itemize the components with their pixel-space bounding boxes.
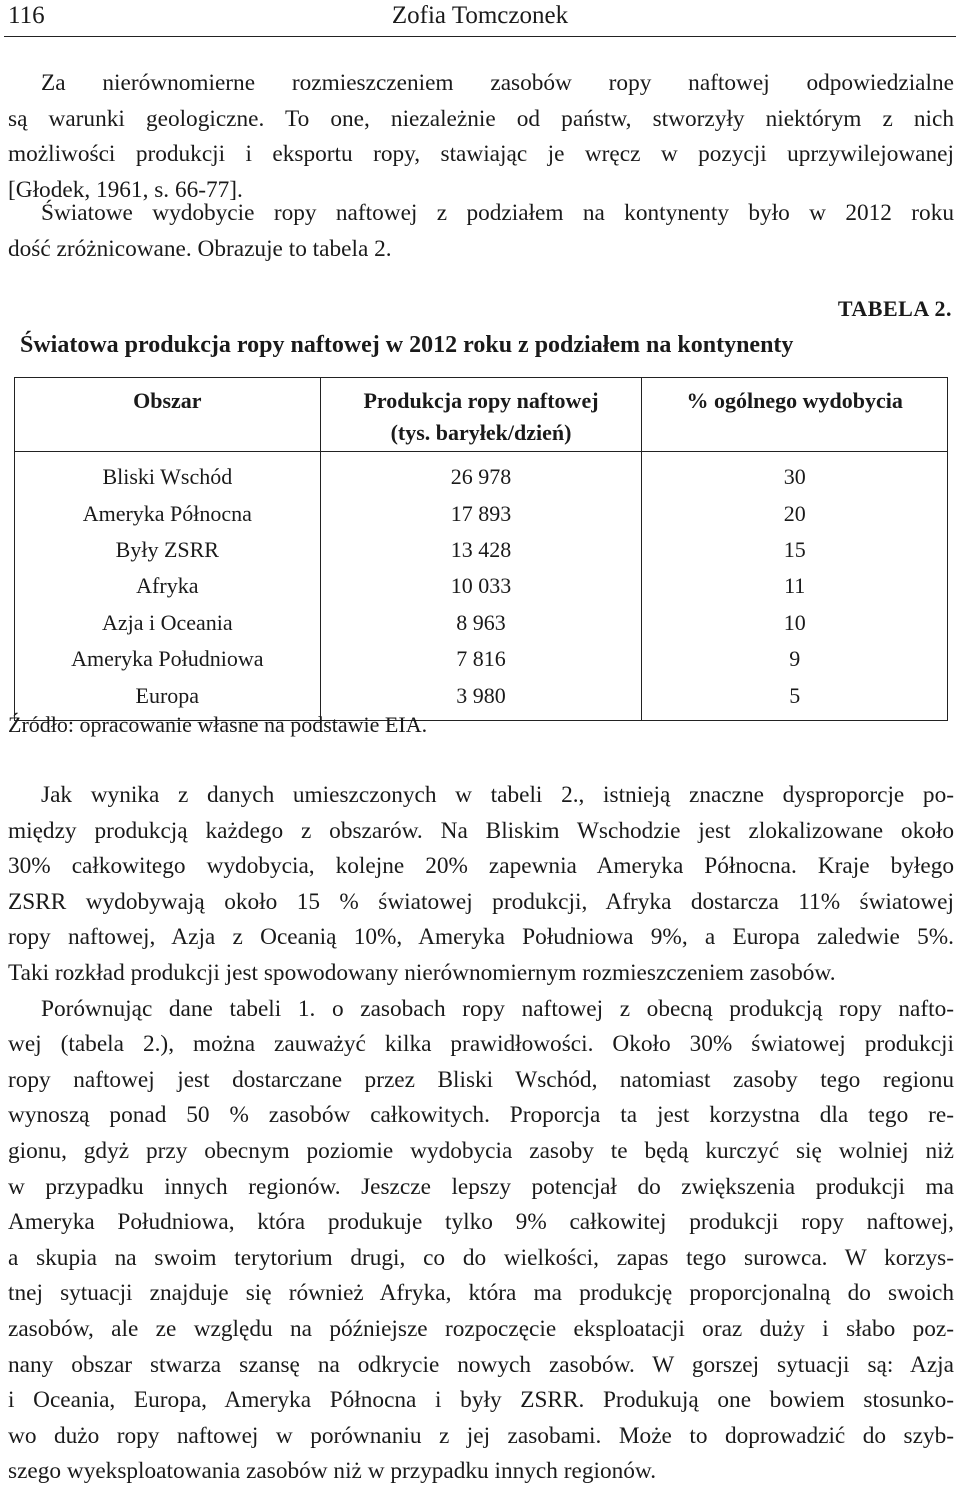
- cell-production: 17 893: [320, 495, 642, 531]
- intro-paragraph: [8, 66, 954, 208]
- page-number: 116: [8, 2, 45, 29]
- header-percent: % ogólnego wydobycia: [642, 378, 948, 452]
- cell-production: 3 980: [320, 677, 642, 720]
- cell-percent: 20: [642, 495, 948, 531]
- text-line: ropy naftowej, Azja z Oceanią 10%, Ameryka Południowa 9%, a Europa zaledwie 5%.: [8, 924, 954, 951]
- text-line: [Głodek, 1961, s. 66-77].: [8, 176, 243, 203]
- running-head-author: Zofia Tomczonek: [391, 2, 569, 29]
- cell-percent: 11: [642, 568, 948, 604]
- text-line: i Oceania, Europa, Ameryka Północna i były ZSRR. Produkują one bowiem stosunko-: [8, 1387, 954, 1414]
- text-line: Światowe wydobycie ropy naftowej z podziałem na kontynenty było w 2012 roku: [41, 200, 954, 226]
- header-production-line1: Produkcja ropy naftowej: [363, 388, 599, 413]
- cell-production: 10 033: [320, 568, 642, 604]
- text-line: w przypadku innych regionów. Jeszcze lepszy potencjał do zwiększenia produkcji ma: [8, 1173, 954, 1200]
- text-line: tnej sytuacji znajduje się również Afryka, która ma produkcję proporcjonalną do swoich: [8, 1280, 954, 1307]
- text-line: Taki rozkład produkcji jest spowodowany nierównomiernym rozmieszczeniem zasobów.: [8, 959, 836, 986]
- text-line: a skupia na swoim terytorium drugi, co do wielkości, zapas tego surowca. W korzys-: [8, 1244, 954, 1271]
- text-line: wynoszą ponad 50 % zasobów całkowitych. Proporcja ta jest korzystna dla tego re-: [8, 1102, 954, 1129]
- table-row: [15, 568, 948, 604]
- intro-paragraph-2: [8, 196, 954, 267]
- cell-area: Były ZSRR: [15, 531, 321, 567]
- text-line: szego wyeksploatowania zasobów niż w przypadku innych regionów.: [8, 1458, 657, 1485]
- cell-percent: 30: [642, 452, 948, 495]
- table-header-row: [15, 378, 948, 452]
- text-line: Jak wynika z danych umieszczonych w tabeli 2., istnieją znaczne dysproporcje po-: [41, 782, 954, 808]
- cell-area: Europa: [15, 677, 321, 720]
- text-line: nany obszar stwarza szansę na odkrycie nowych zasobów. W gorszej sytuacji są: Azja: [8, 1351, 954, 1378]
- cell-area: Bliski Wschód: [15, 452, 321, 495]
- header-production-line2: (tys. baryłek/dzień): [390, 420, 572, 445]
- text-line: Za nierównomierne rozmieszczeniem zasobów ropy naftowej odpowiedzialne: [41, 70, 954, 96]
- text-line: gionu, gdyż przy obecnym poziomie wydobycia zasoby te będą kurczyć się wolniej niż: [8, 1137, 954, 1164]
- cell-production: 7 816: [320, 641, 642, 677]
- cell-percent: 15: [642, 531, 948, 567]
- table-label: TABELA 2.: [837, 296, 952, 321]
- table-title: Światowa produkcja ropy naftowej w 2012 roku z podziałem na kontynenty: [20, 332, 794, 358]
- text-line: ropy naftowej jest dostarczane przez Bliski Wschód, natomiast zasoby tego regionu: [8, 1066, 954, 1093]
- text-line: zasobów, ale ze względu na późniejsze rozpoczęcie eksploatacji oraz duży i słabo poz-: [8, 1315, 954, 1342]
- text-line: ZSRR wydobywają około 15 % światowej produkcji, Afryka dostarcza 11% światowej: [8, 888, 954, 915]
- text-line: Ameryka Południowa, która produkuje tylko 9% całkowitej produkcji ropy naftowej,: [8, 1209, 954, 1236]
- text-line: 30% całkowitego wydobycia, kolejne 20% zapewnia Ameryka Północna. Kraje byłego: [8, 853, 954, 880]
- text-line: Porównując dane tabeli 1. o zasobach ropy naftowej z obecną produkcją ropy nafto-: [41, 995, 954, 1022]
- text-line: wo dużo ropy naftowej w porównaniu z jej zasobami. Może to doprowadzić do szyb-: [8, 1422, 954, 1449]
- table-source-note: Źródło: opracowanie własne na podstawie EIA.: [8, 712, 428, 737]
- header-area: Obszar: [15, 378, 321, 452]
- header-production: [320, 378, 642, 452]
- cell-area: Azja i Oceania: [15, 604, 321, 640]
- production-table: [14, 377, 948, 721]
- table-row: [15, 495, 948, 531]
- text-line: między produkcją każdego z obszarów. Na Bliskim Wschodzie jest zlokalizowane około: [8, 817, 954, 844]
- table-row: [15, 531, 948, 567]
- text-line: dość zróżnicowane. Obrazuje to tabela 2.: [8, 235, 392, 262]
- text-line: wej (tabela 2.), można zauważyć kilka prawidłowości. Około 30% światowej produkcji: [8, 1031, 954, 1058]
- cell-production: 26 978: [320, 452, 642, 495]
- cell-percent: 10: [642, 604, 948, 640]
- cell-production: 13 428: [320, 531, 642, 567]
- cell-area: Afryka: [15, 568, 321, 604]
- cell-area: Ameryka Południowa: [15, 641, 321, 677]
- body-text: [8, 778, 954, 1490]
- table-row: [15, 604, 948, 640]
- table-row: [15, 641, 948, 677]
- cell-percent: 9: [642, 641, 948, 677]
- cell-percent: 5: [642, 677, 948, 720]
- table-row: [15, 452, 948, 495]
- text-line: możliwości produkcji i eksportu ropy, stawiając je wręcz w pozycji uprzywilejowanej: [8, 141, 954, 168]
- text-line: są warunki geologiczne. To one, niezależnie od państw, stworzyły niektórym z nich: [8, 105, 954, 132]
- cell-area: Ameryka Północna: [15, 495, 321, 531]
- cell-production: 8 963: [320, 604, 642, 640]
- page-header: [4, 0, 956, 37]
